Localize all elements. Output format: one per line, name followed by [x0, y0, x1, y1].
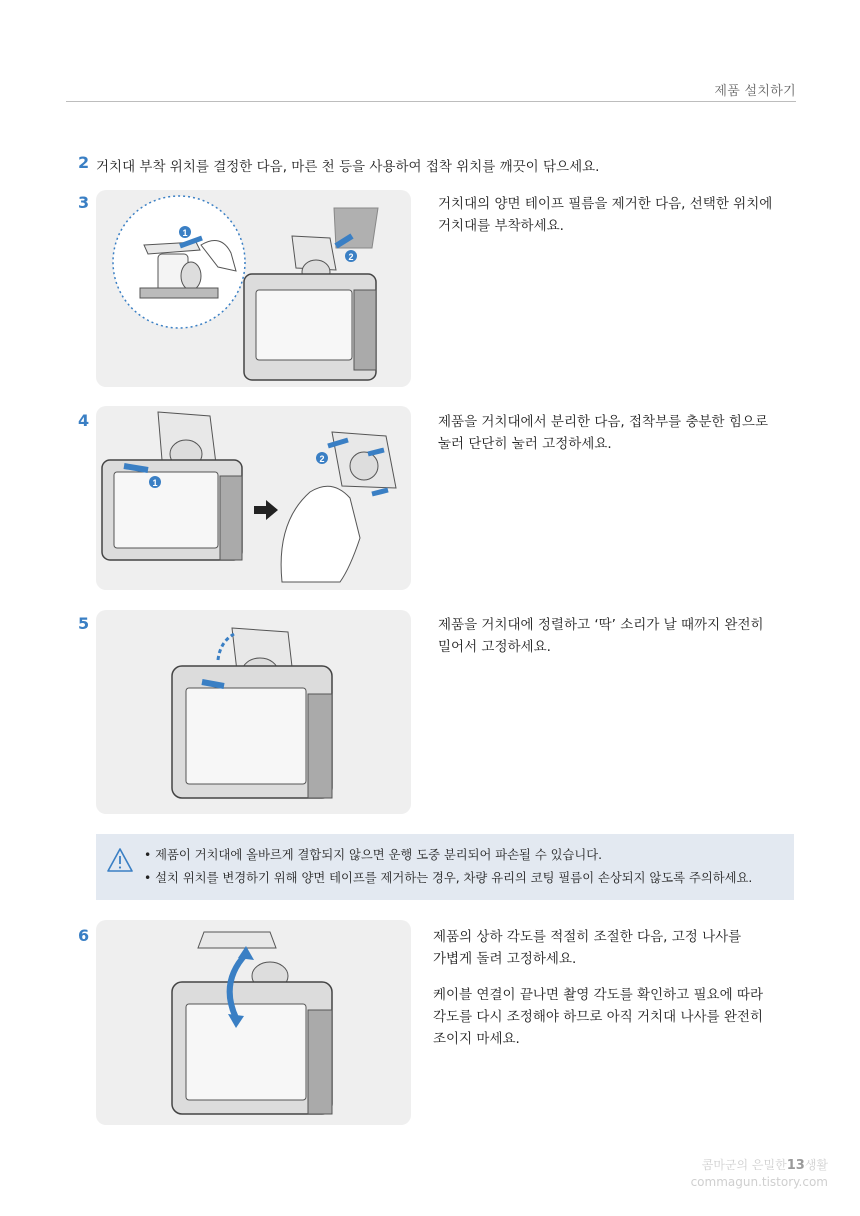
caution-item: • 제품이 거치대에 올바르게 결합되지 않으면 운행 도중 분리되어 파손될 수 있습니다. [144, 848, 603, 862]
step-6-line-5: 조이지 마세요. [433, 1031, 520, 1047]
header-divider [66, 101, 796, 102]
step-4-illustration [96, 406, 411, 590]
step-4-text [438, 411, 768, 455]
step-3-text [438, 193, 772, 237]
caution-note [96, 834, 794, 900]
step-2-number: 2 [78, 153, 90, 172]
step-3-illustration [96, 190, 411, 387]
step-6-text [433, 926, 763, 1050]
step-6-line-2: 가볍게 돌려 고정하세요. [433, 951, 577, 967]
callout-2: 2 [348, 252, 354, 262]
step-4-number: 4 [78, 411, 90, 430]
step-6-line-1: 제품의 상하 각도를 적절히 조절한 다음, 고정 나사를 [433, 929, 742, 945]
step-3-number: 3 [78, 193, 90, 212]
callout-2: 2 [319, 454, 325, 464]
warning-icon [106, 847, 134, 873]
step-5-line-1: 제품을 거치대에 정렬하고 ‘딱’ 소리가 날 때까지 완전히 [438, 617, 764, 633]
step-4-line-2: 눌러 단단히 눌러 고정하세요. [438, 436, 612, 452]
step-6-line-3: 케이블 연결이 끝나면 촬영 각도를 확인하고 필요에 따라 [433, 987, 763, 1003]
callout-1: 1 [182, 228, 188, 238]
step-5-number: 5 [78, 614, 90, 633]
watermark-text-right: 생활 [804, 1158, 828, 1172]
watermark-text-left: 콤마군의 은밀한 [701, 1158, 787, 1172]
step-2-text: 거치대 부착 위치를 결정한 다음, 마른 천 등을 사용하여 접착 위치를 깨끗이 닦으세요. [96, 159, 600, 175]
step-5-text [438, 614, 764, 658]
footer-watermark [691, 1157, 828, 1191]
step-6-line-4: 각도를 다시 조정해야 하므로 아직 거치대 나사를 완전히 [433, 1009, 763, 1025]
page-number: 13 [786, 1158, 805, 1173]
step-3-line-2: 거치대를 부착하세요. [438, 218, 564, 234]
step-3-line-1: 거치대의 양면 테이프 필름을 제거한 다음, 선택한 위치에 [438, 196, 773, 212]
step-5-line-2: 밀어서 고정하세요. [438, 639, 551, 655]
caution-item: • 설치 위치를 변경하기 위해 양면 테이프를 제거하는 경우, 차량 유리의 코팅 필름이 손상되지 않도록 주의하세요. [144, 871, 753, 885]
step-5-illustration [96, 610, 411, 814]
callout-1: 1 [152, 478, 158, 488]
page-header-title: 제품 설치하기 [714, 84, 796, 99]
step-6-illustration [96, 920, 411, 1125]
watermark-url: commagun.tistory.com [690, 1175, 828, 1189]
step-6-number: 6 [78, 926, 90, 945]
step-4-line-1: 제품을 거치대에서 분리한 다음, 접착부를 충분한 힘으로 [438, 414, 768, 430]
caution-list [144, 844, 752, 890]
